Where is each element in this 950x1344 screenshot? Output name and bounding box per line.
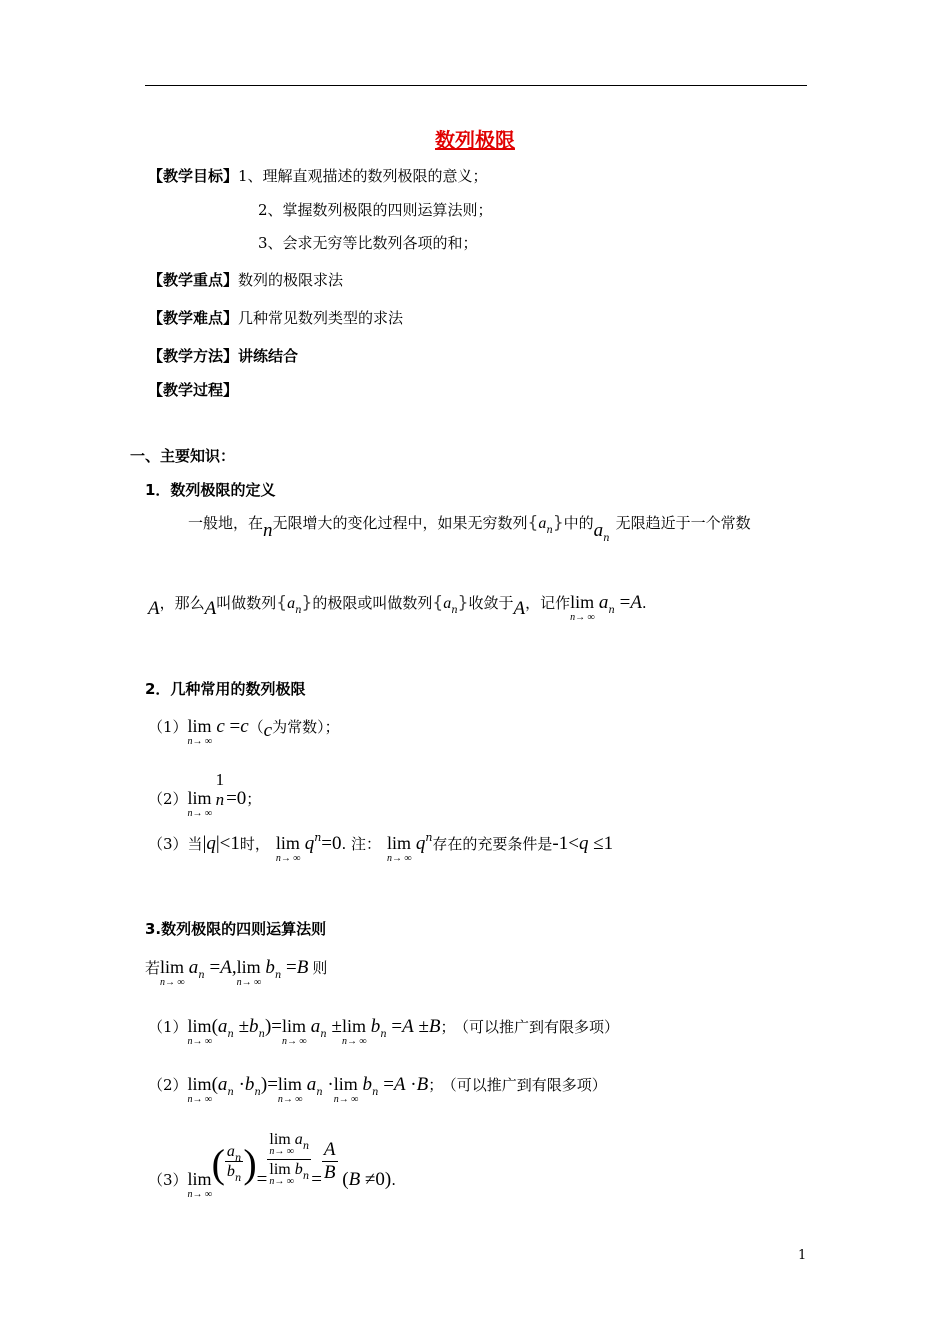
subsection-2: 2．几种常用的数列极限 [145, 680, 306, 698]
objectives-label: 【教学目标】 [148, 167, 239, 185]
rule-quotient: （3）lim n→ ∞ ( $\frac{a_n}{b_n}$ )= lim n→ ∞ $a_n$ lim n→ ∞ $b_n$ = $\frac{A}{B}$ (B ≠0). [148, 1130, 396, 1200]
common-limit-1: （1）lim n→ ∞ c =c（c为常数）； [148, 716, 340, 747]
method-line [148, 345, 298, 366]
objective-3: 3、会求无穷等比数列各项的和； [258, 234, 478, 252]
page-number: 1 [798, 1248, 807, 1263]
page-title: 数列极限 [435, 128, 515, 152]
rule-sum: （1）lim n→ ∞ $(a_n \pm b_n)=\lim$ n→ ∞ $a_n \pm\lim$ n→ ∞ $b_n =A \pm B$； （可以推广到有限多项） [148, 1016, 620, 1047]
common-limit-2: （2）lim n→ ∞ 1 n =0； [148, 770, 262, 819]
difficulty-line [148, 307, 403, 328]
objective-1: 1、理解直观描述的数列极限的意义； [238, 167, 488, 185]
subsection-3: 3.数列极限的四则运算法则 [145, 920, 327, 938]
common-limit-3: （3）当|q|<1时， lim n→ ∞ $q^n=0$. 注： lim n→ ∞ $q^n$存在的充要条件是-1<q ≤1 [148, 831, 614, 864]
focus-text: 数列的极限求法 [238, 271, 344, 289]
objective-2: 2、掌握数列极限的四则运算法则； [258, 201, 493, 219]
header-rule [145, 85, 807, 86]
rule-product: （2）lim n→ ∞ $(a_n \cdot b_n)=\lim$ n→ ∞ $a_n \cdot\lim$ n→ ∞ $b_n =A \cdot B$； （可以推广到有限多项） [148, 1074, 607, 1105]
subsection-1: 1．数列极限的定义 [145, 481, 276, 499]
section-heading-1: 一、主要知识： [130, 447, 236, 465]
lim-definition: lim n→ ∞ [570, 592, 595, 623]
definition-line-2: A，那么A叫做数列$\{a_n\}$的极限或叫做数列$\{a_n\}$收敛于A，记作lim n→ ∞ $a_n =A$. [148, 592, 647, 623]
rule-premise: 若lim n→ ∞ $a_n =A,\lim$ n→ ∞ $b_n =B$ 则 [145, 957, 328, 988]
focus-label: 【教学重点】 [148, 271, 239, 289]
method-text: 讲练结合 [238, 347, 299, 365]
process-label: 【教学过程】 [148, 381, 239, 399]
difficulty-label: 【教学难点】 [148, 309, 239, 327]
definition-line-1: 一般地，在n无限增大的变化过程中，如果无穷数列$\{a_n\}$中的$a_n$无限趋近于一个常数 [188, 513, 751, 544]
focus-line [148, 269, 343, 290]
difficulty-text: 几种常见数列类型的求法 [238, 309, 404, 327]
method-label: 【教学方法】 [148, 347, 239, 365]
objectives-line-1 [148, 165, 488, 186]
